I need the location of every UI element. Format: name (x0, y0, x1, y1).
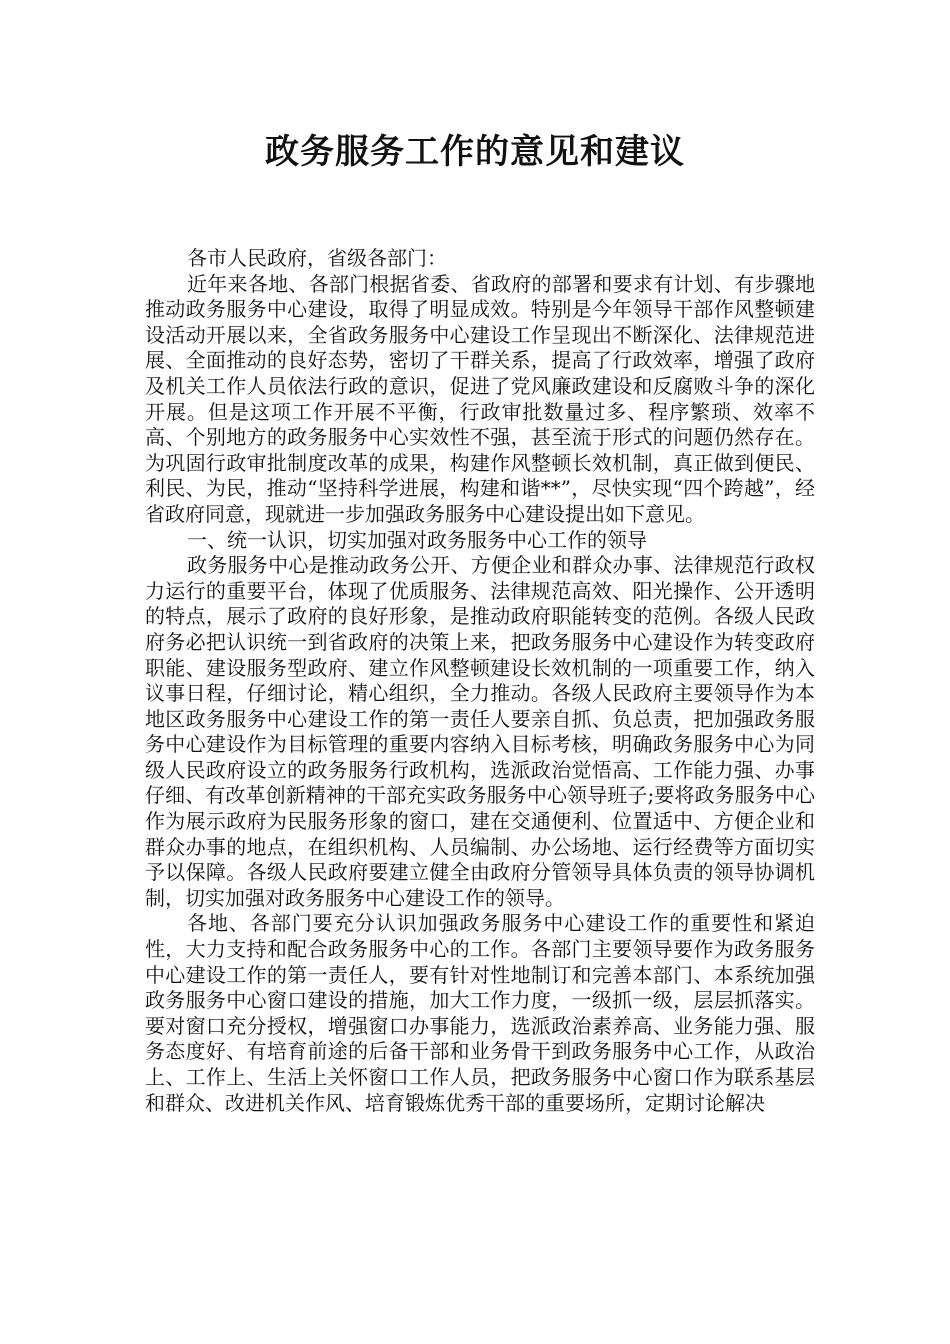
salutation: 各市人民政府，省级各部门： (187, 246, 447, 270)
paragraph-intro: 近年来各地、各部门根据省委、省政府的部署和要求有计划、有步骤地推动政务服务中心建设，取得了明显成效。特别是今年领导干部作风整顿建设活动开展以来，全省政务服务中心建设工作呈现出不断深化、法律规范进展、全面推动的良好态势，密切了干群关系，提高了行政效率，增强了政府及机关工作人员依法行政的意识，促进了党风廉政建设和反腐败斗争的深化开展。但是这项工作开展不平衡，行政审批数量过多、程序繁琐、效率不高、个别地方的政务服务中心实效性不强，甚至流于形式的问题仍然存在。为巩固行政审批制度改革的成果，构建作风整顿长效机制，真正做到便民、利民、为民，推动“坚持科学进展，构建和谐**”，尽快实现“四个跨越”，经省政府同意，现就进一步加强政务服务中心建设提出如下意见。 (145, 271, 815, 526)
paragraph-departments: 各地、各部门要充分认识加强政务服务中心建设工作的重要性和紧迫性，大力支持和配合政务服务中心的工作。各部门主要领导要作为政务服务中心建设工作的第一责任人，要有针对性地制订和完善本部门、本系统加强政务服务中心窗口建设的措施，加大工作力度，一级抓一级，层层抓落实。要对窗口充分授权，增强窗口办事能力，选派政治素养高、业务能力强、服务态度好、有培育前途的后备干部和业务骨干到政务服务中心工作，从政治上、工作上、生活上关怀窗口工作人员，把政务服务中心窗口作为联系基层和群众、改进机关作风、培育锻炼优秀干部的重要场所，定期讨论解决 (145, 911, 815, 1115)
paragraph-leadership: 政务服务中心是推动政务公开、方便企业和群众办事、法律规范行政权力运行的重要平台，体现了优质服务、法律规范高效、阳光操作、公开透明的特点，展示了政府的良好形象，是推动政府职能转变的范例。各级人民政府务必把认识统一到省政府的决策上来，把政务服务中心建设作为转变政府职能、建设服务型政府、建立作风整顿建设长效机制的一项重要工作，纳入议事日程，仔细讨论，精心组织，全力推动。各级人民政府主要领导作为本地区政务服务中心建设工作的第一责任人要亲自抓、负总责，把加强政务服务中心建设作为目标管理的重要内容纳入目标考核，明确政务服务中心为同级人民政府设立的政务服务行政机构，选派政治觉悟高、工作能力强、办事仔细、有改革创新精神的干部充实政务服务中心领导班子;要将政务服务中心作为展示政府为民服务形象的窗口，建在交通便利、位置适中、方便企业和群众办事的地点，在组织机构、人员编制、办公场地、运行经费等方面切实予以保障。各级人民政府要建立健全由政府分管领导具体负责的领导协调机制，切实加强对政务服务中心建设工作的领导。 (145, 553, 815, 910)
section-heading-1: 一、统一认识，切实加强对政务服务中心工作的领导 (187, 527, 647, 552)
document-body (145, 246, 815, 1116)
document-title: 政务服务工作的意见和建议 (265, 132, 685, 172)
